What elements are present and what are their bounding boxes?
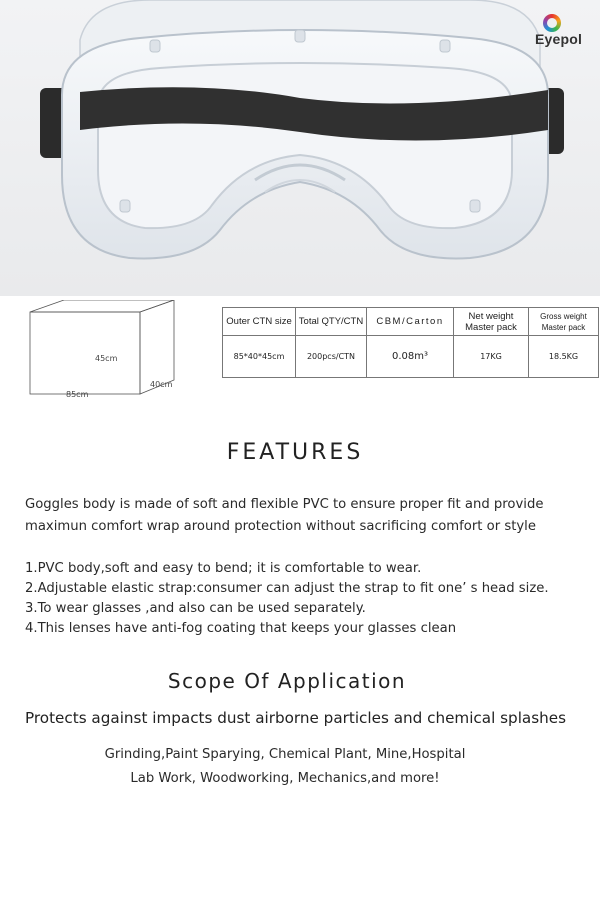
- applications-list: [0, 743, 570, 791]
- header-cbm-carton: CBM/Carton: [367, 308, 454, 336]
- features-list: [25, 559, 595, 639]
- value-total-qty: 200pcs/CTN: [296, 336, 367, 378]
- features-intro: Goggles body is made of soft and flexible PVC to ensure proper fit and provide maximun comfort wrap around protection without sacrificing comfort or style: [25, 497, 544, 534]
- carton-height-label: 45cm: [95, 354, 118, 363]
- header-outer-ctn-size: Outer CTN size: [223, 308, 296, 336]
- list-item: 3.To wear glasses ,and also can be used separately.: [25, 601, 366, 616]
- header-gross-weight: Gross weight Master pack: [529, 308, 599, 336]
- header-net-weight: Net weight Master pack: [454, 308, 529, 336]
- table-header-row: [223, 308, 599, 336]
- value-outer-ctn-size: 85*40*45cm: [223, 336, 296, 378]
- table-row: [223, 336, 599, 378]
- list-item: 1.PVC body,soft and easy to bend; it is comfortable to wear.: [25, 561, 422, 576]
- packing-spec-table: [222, 307, 599, 378]
- scope-heading: Scope Of Application: [167, 669, 407, 693]
- value-cbm-carton: 0.08m³: [367, 336, 454, 378]
- list-item: 2.Adjustable elastic strap:consumer can adjust the strap to fit one’ s head size.: [25, 581, 549, 596]
- carton-depth-label: 40cm: [150, 380, 173, 389]
- list-item: 4.This lenses have anti-fog coating that keeps your glasses clean: [25, 621, 457, 636]
- goggles-illustration: [0, 0, 600, 296]
- header-total-qty: Total QTY/CTN: [296, 308, 367, 336]
- value-gross-weight: 18.5KG: [529, 336, 599, 378]
- product-photo: [0, 0, 600, 296]
- logo-wordmark: Eyepol: [535, 31, 583, 47]
- carton-diagram: [20, 300, 210, 410]
- value-net-weight: 17KG: [454, 336, 529, 378]
- eyepol-logo: [535, 14, 593, 46]
- carton-width-label: 85cm: [66, 390, 89, 399]
- logo-ring-icon: [543, 14, 561, 32]
- features-heading: FEATURES: [226, 440, 364, 465]
- applications-line: Lab Work, Woodworking, Mechanics,and more!: [130, 771, 440, 786]
- scope-summary: Protects against impacts dust airborne particles and chemical splashes: [25, 709, 567, 727]
- applications-line: Grinding,Paint Sparying, Chemical Plant, Mine,Hospital: [104, 747, 466, 762]
